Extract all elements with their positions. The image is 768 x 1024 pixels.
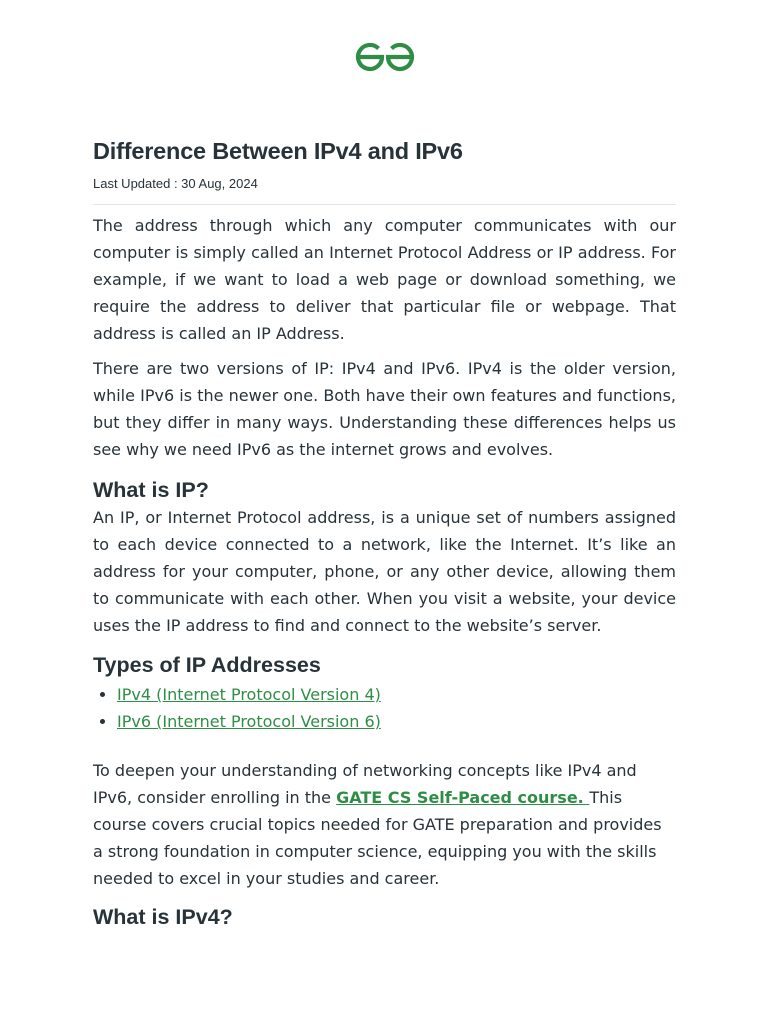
what-is-ip-paragraph: An IP, or Internet Protocol address, is a unique set of numbers assigned to each device connected to a network, like the Internet. It’s like an address for your computer, phone, or any other device, allowing them to communicate with each other. When you visit a website, your device uses the IP address to find and connect to the website’s server. <box>93 508 676 635</box>
list-item <box>117 708 676 735</box>
ipv6-link[interactable]: IPv6 (Internet Protocol Version 6) <box>117 712 381 731</box>
what-is-ip-heading: What is IP? <box>93 478 209 502</box>
article <box>93 130 676 931</box>
ipv4-link[interactable]: IPv4 (Internet Protocol Version 4) <box>117 685 381 704</box>
types-list <box>93 681 676 735</box>
promo-text-after: This course covers crucial topics needed for GATE preparation and provides a strong foundation in computer science, equipping you with the skills needed to excel in your studies and career. <box>93 788 662 888</box>
list-item <box>117 681 676 708</box>
course-promo-paragraph <box>93 757 676 892</box>
promo-text-before: To deepen your understanding of networking concepts like IPv4 and IPv6, consider enrolling in the <box>93 761 637 807</box>
gate-course-link[interactable]: GATE CS Self-Paced course. <box>336 788 590 807</box>
intro-paragraph-2: There are two versions of IP: IPv4 and IPv6. IPv4 is the older version, while IPv6 is the newer one. Both have their own features and functions, but they differ in many ways. Understanding these differences helps us see why we need IPv6 as the internet grows and evolves. <box>93 359 676 459</box>
intro-paragraph-1: The address through which any computer communicates with our computer is simply called an Internet Protocol Address or IP address. For example, if we want to load a web page or download something, we require the address to deliver that particular file or webpage. That address is called an IP Address. <box>93 216 676 343</box>
article-title: Difference Between IPv4 and IPv6 <box>93 138 463 164</box>
what-is-ipv4-heading: What is IPv4? <box>93 905 233 929</box>
geeksforgeeks-logo-icon[interactable] <box>354 40 416 74</box>
divider <box>93 204 676 205</box>
types-heading: Types of IP Addresses <box>93 653 321 677</box>
last-updated: Last Updated : 30 Aug, 2024 <box>93 176 258 191</box>
